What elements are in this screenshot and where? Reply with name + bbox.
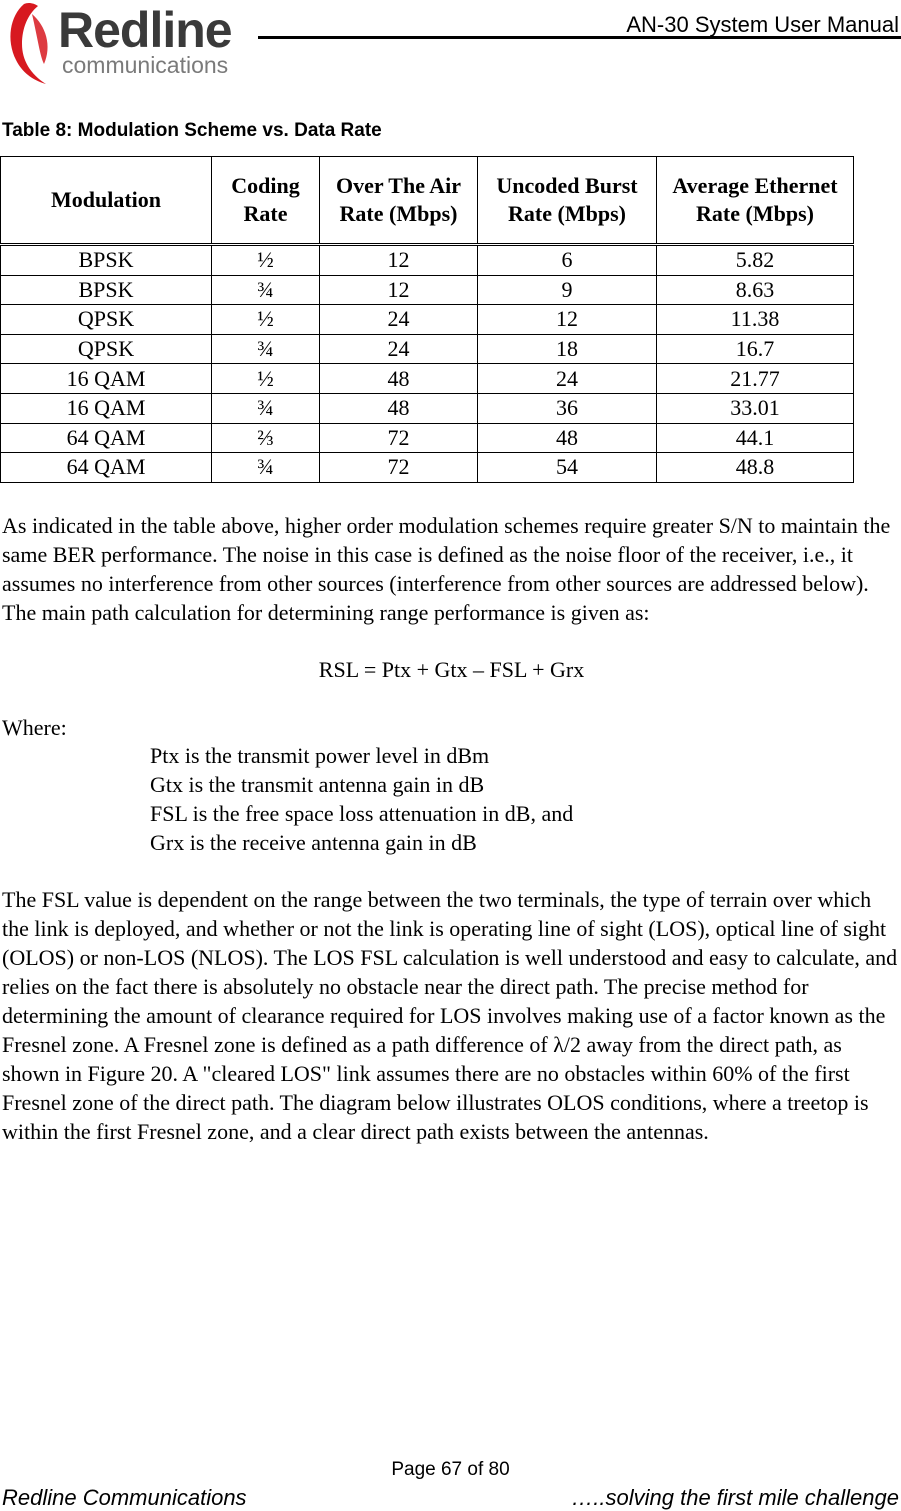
table-cell: 24 bbox=[320, 305, 478, 335]
column-header: Modulation bbox=[1, 157, 212, 245]
definition-ptx: Ptx is the transmit power level in dBm bbox=[150, 743, 490, 768]
table-cell: 48 bbox=[320, 393, 478, 423]
table-cell: 48 bbox=[320, 364, 478, 394]
table-cell: 9 bbox=[478, 275, 657, 305]
table-cell: BPSK bbox=[1, 245, 212, 276]
table-row bbox=[1, 305, 854, 335]
table-cell: BPSK bbox=[1, 275, 212, 305]
paragraph-intro: As indicated in the table above, higher order modulation schemes require greater S/N to maintain the same BER performance. The noise in this case is defined as the noise floor of the receiver, i.e., it assumes no interference from other sources (interference from other sources are addressed below). The main path calculation for determining range performance is given as: bbox=[2, 513, 891, 625]
table-cell: 8.63 bbox=[657, 275, 854, 305]
table-row bbox=[1, 393, 854, 423]
table-cell: 5.82 bbox=[657, 245, 854, 276]
table-cell: 11.38 bbox=[657, 305, 854, 335]
redline-swoosh-icon bbox=[2, 0, 58, 86]
table-cell: 6 bbox=[478, 245, 657, 276]
table-row bbox=[1, 423, 854, 453]
table-row bbox=[1, 245, 854, 276]
column-header: Average Ethernet Rate (Mbps) bbox=[657, 157, 854, 245]
table-row bbox=[1, 275, 854, 305]
manual-title: AN-30 System User Manual bbox=[626, 12, 899, 37]
table-row bbox=[1, 453, 854, 483]
table-cell: 44.1 bbox=[657, 423, 854, 453]
table-cell: QPSK bbox=[1, 305, 212, 335]
paragraph-fsl: The FSL value is dependent on the range between the two terminals, the type of terrain over which the link is deployed, and whether or not the link is operating line of sight (LOS), optical line of sight (OLOS) or non-LOS (NLOS). The LOS FSL calculation is well understood and easy to calculate, and relies on the fact there is absolutely no obstacle near the direct path. The precise method for determining the amount of clearance required for LOS involves making use of a factor known as the Fresnel zone. A Fresnel zone is defined as a path difference of λ/2 away from the direct path, as shown in Figure 20. A "cleared LOS" link assumes there are no obstacles within 60% of the first Fresnel zone of the direct path. The diagram below illustrates OLOS conditions, where a treetop is within the first Fresnel zone, and a clear direct path exists between the antennas. bbox=[2, 887, 898, 1144]
redline-logo bbox=[2, 0, 252, 86]
definition-fsl: FSL is the free space loss attenuation in dB, and bbox=[150, 801, 574, 826]
table-cell: 24 bbox=[320, 334, 478, 364]
table-caption: Table 8: Modulation Scheme vs. Data Rate bbox=[2, 120, 382, 141]
table-cell: 64 QAM bbox=[1, 453, 212, 483]
page-number: Page 67 of 80 bbox=[391, 1459, 510, 1480]
table-cell: 12 bbox=[320, 275, 478, 305]
table-cell: 54 bbox=[478, 453, 657, 483]
table-cell: 72 bbox=[320, 423, 478, 453]
rsl-equation: RSL = Ptx + Gtx – FSL + Grx bbox=[318, 657, 585, 682]
table-cell: ⅔ bbox=[212, 423, 320, 453]
table-cell: 21.77 bbox=[657, 364, 854, 394]
table-cell: 24 bbox=[478, 364, 657, 394]
footer-slogan: …..solving the first mile challenge bbox=[571, 1485, 899, 1510]
table-cell: 16.7 bbox=[657, 334, 854, 364]
table-cell: 48 bbox=[478, 423, 657, 453]
table-cell: 33.01 bbox=[657, 393, 854, 423]
table-cell: 72 bbox=[320, 453, 478, 483]
table-cell: 16 QAM bbox=[1, 364, 212, 394]
table-cell: 64 QAM bbox=[1, 423, 212, 453]
column-header: Coding Rate bbox=[212, 157, 320, 245]
table-cell: ¾ bbox=[212, 275, 320, 305]
logo-wordmark: Redline bbox=[58, 2, 232, 58]
table-cell: 12 bbox=[320, 245, 478, 276]
table-cell: ¾ bbox=[212, 453, 320, 483]
column-header: Uncoded Burst Rate (Mbps) bbox=[478, 157, 657, 245]
definition-grx: Grx is the receive antenna gain in dB bbox=[150, 830, 477, 855]
table-row bbox=[1, 364, 854, 394]
table-cell: 12 bbox=[478, 305, 657, 335]
table-cell: ½ bbox=[212, 245, 320, 276]
table-cell: 36 bbox=[478, 393, 657, 423]
table-header-row bbox=[1, 157, 854, 245]
logo-subtitle: communications bbox=[62, 52, 229, 78]
table-cell: 18 bbox=[478, 334, 657, 364]
modulation-table bbox=[0, 156, 854, 483]
definition-gtx: Gtx is the transmit antenna gain in dB bbox=[150, 772, 485, 797]
table-row bbox=[1, 334, 854, 364]
table-cell: 16 QAM bbox=[1, 393, 212, 423]
column-header: Over The Air Rate (Mbps) bbox=[320, 157, 478, 245]
table-cell: ¾ bbox=[212, 334, 320, 364]
where-label: Where: bbox=[2, 715, 67, 740]
table-cell: ½ bbox=[212, 364, 320, 394]
table-cell: ½ bbox=[212, 305, 320, 335]
table-cell: ¾ bbox=[212, 393, 320, 423]
table-cell: 48.8 bbox=[657, 453, 854, 483]
footer-company: Redline Communications bbox=[2, 1485, 247, 1510]
table-cell: QPSK bbox=[1, 334, 212, 364]
